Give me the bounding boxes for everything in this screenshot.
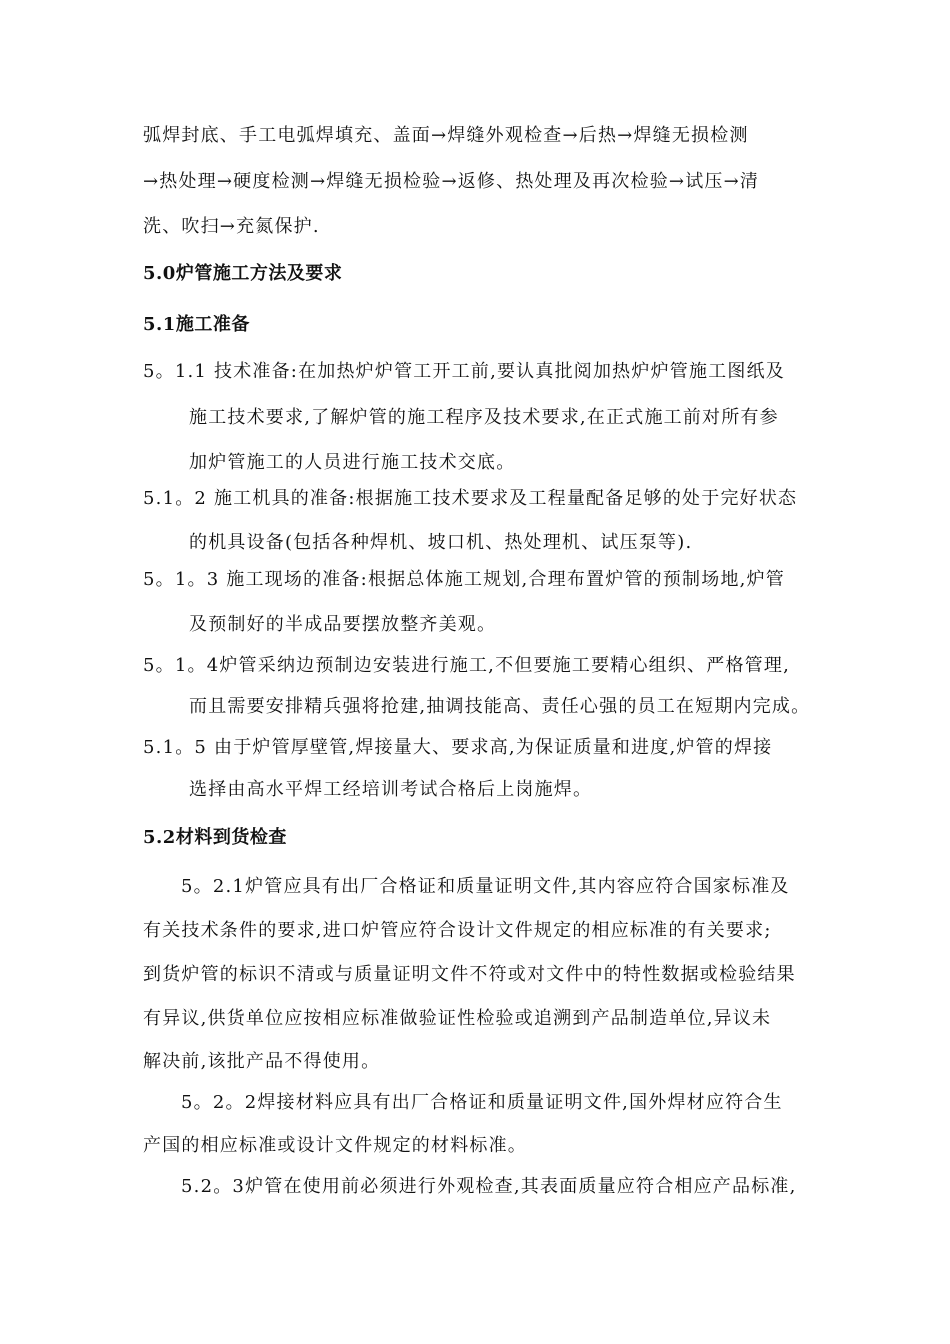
item-5-1-3-line-2: 及预制好的半成品要摆放整齐美观。 xyxy=(189,614,497,635)
item-5-2-1-line-5: 解决前,该批产品不得使用。 xyxy=(143,1051,381,1072)
item-5-2-1-line-2: 有关技术条件的要求,进口炉管应符合设计文件规定的相应标准的有关要求; xyxy=(143,920,772,941)
item-5-2-1-line-4: 有异议,供货单位应按相应标准做验证性检验或追溯到产品制造单位,异议未 xyxy=(143,1008,772,1029)
intro-line-2: →热处理→硬度检测→焊缝无损检验→返修、热处理及再次检验→试压→清 xyxy=(143,171,760,192)
item-5-1-3-line-1: 5。1。3 施工现场的准备:根据总体施工规划,合理布置炉管的预制场地,炉管 xyxy=(143,569,785,590)
item-5-2-1-line-1: 5。2.1炉管应具有出厂合格证和质量证明文件,其内容应符合国家标准及 xyxy=(181,876,790,897)
item-5-1-1-line-2: 施工技术要求,了解炉管的施工程序及技术要求,在正式施工前对所有参 xyxy=(189,407,779,428)
item-5-1-1-line-1: 5。1.1 技术准备:在加热炉炉管工开工前,要认真批阅加热炉炉管施工图纸及 xyxy=(143,361,785,382)
item-5-1-5-line-1: 5.1。5 由于炉管厚壁管,焊接量大、要求高,为保证质量和进度,炉管的焊接 xyxy=(143,737,773,758)
item-5-1-2-line-2: 的机具设备(包括各种焊机、坡口机、热处理机、试压泵等). xyxy=(189,532,693,553)
item-5-2-2-line-1: 5。2。2焊接材料应具有出厂合格证和质量证明文件,国外焊材应符合生 xyxy=(181,1092,783,1113)
item-5-1-4-line-1: 5。1。4炉管采纳边预制边安装进行施工,不但要施工要精心组织、严格管理, xyxy=(143,655,790,676)
item-5-2-2-line-2: 产国的相应标准或设计文件规定的材料标准。 xyxy=(143,1135,527,1156)
item-5-2-1-line-3: 到货炉管的标识不清或与质量证明文件不符或对文件中的特性数据或检验结果 xyxy=(143,964,796,985)
intro-line-1: 弧焊封底、手工电弧焊填充、盖面→焊缝外观检查→后热→焊缝无损检测 xyxy=(143,125,749,146)
item-5-1-1-line-3: 加炉管施工的人员进行施工技术交底。 xyxy=(189,452,516,473)
section-5-0-heading: 5.0炉管施工方法及要求 xyxy=(143,263,343,284)
item-5-1-5-line-2: 选择由高水平焊工经培训考试合格后上岗施焊。 xyxy=(189,779,593,800)
section-5-2-heading: 5.2材料到货检查 xyxy=(143,827,287,848)
intro-line-3: 洗、吹扫→充氮保护. xyxy=(143,216,320,237)
item-5-1-2-line-1: 5.1。2 施工机具的准备:根据施工技术要求及工程量配备足够的处于完好状态 xyxy=(143,488,798,509)
item-5-2-3-line-1: 5.2。3炉管在使用前必须进行外观检查,其表面质量应符合相应产品标准, xyxy=(181,1176,797,1197)
item-5-1-4-line-2: 而且需要安排精兵强将抢建,抽调技能高、责任心强的员工在短期内完成。 xyxy=(189,696,811,717)
section-5-1-heading: 5.1施工准备 xyxy=(143,314,250,335)
